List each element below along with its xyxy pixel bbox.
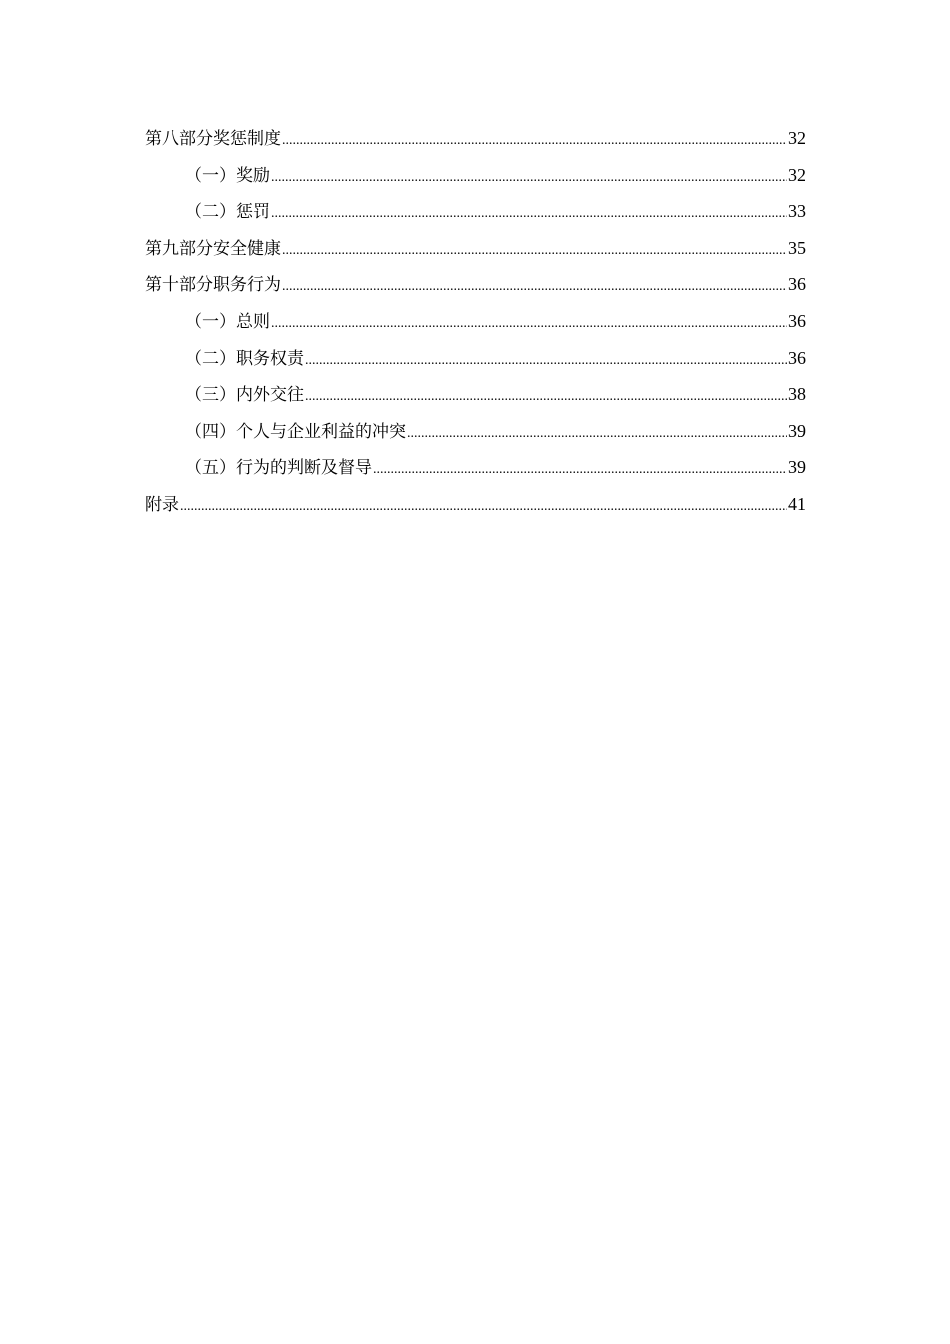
toc-entry-page: 35 — [788, 237, 806, 258]
toc-entry-page: 38 — [788, 384, 806, 405]
toc-entry-part-8[interactable] — [145, 120, 806, 157]
toc-entry-number: （二） — [185, 202, 236, 223]
toc-entry-page: 41 — [788, 493, 806, 514]
dot-leader — [305, 379, 787, 416]
dot-leader — [180, 489, 787, 526]
toc-entry-title: 个人与企业利益的冲突 — [236, 421, 406, 442]
toc-entry-title: 奖励 — [236, 165, 270, 186]
dot-leader — [407, 416, 787, 453]
dot-leader — [271, 160, 787, 197]
toc-entry-number: （一） — [185, 311, 236, 332]
toc-entry-penalties[interactable] — [145, 193, 806, 230]
toc-entry-number: 第八部分 — [145, 129, 213, 149]
toc-entry-title: 奖惩制度 — [213, 129, 281, 149]
toc-entry-page: 36 — [788, 310, 806, 331]
toc-entry-duties[interactable] — [145, 340, 806, 377]
dot-leader — [271, 306, 787, 343]
toc-entry-part-10[interactable] — [145, 266, 806, 303]
toc-entry-number: （四） — [185, 421, 236, 442]
toc-entry-appendix[interactable] — [145, 486, 806, 523]
toc-entry-title: 职务行为 — [213, 275, 281, 296]
dot-leader — [373, 452, 787, 489]
toc-entry-title: 总则 — [236, 311, 270, 332]
dot-leader — [282, 233, 787, 270]
toc-entry-number: （三） — [185, 385, 236, 406]
toc-entry-page: 32 — [788, 164, 806, 185]
toc-entry-page: 39 — [788, 457, 806, 478]
toc-entry-title: 职务权责 — [236, 348, 304, 369]
dot-leader — [282, 269, 787, 306]
toc-entry-page: 36 — [788, 347, 806, 368]
toc-entry-title: 附录 — [145, 494, 179, 515]
toc-entry-page: 32 — [788, 128, 806, 148]
toc-entry-rewards[interactable] — [145, 157, 806, 194]
toc-entry-number: 第九部分 — [145, 238, 213, 259]
toc-entry-part-9[interactable] — [145, 230, 806, 267]
toc-entry-conduct-supervision[interactable] — [145, 449, 806, 486]
dot-leader — [271, 196, 787, 233]
toc-entry-title: 行为的判断及督导 — [236, 458, 372, 479]
toc-entry-relations[interactable] — [145, 376, 806, 413]
dot-leader — [305, 343, 787, 380]
toc-entry-number: （五） — [185, 458, 236, 479]
toc-entry-title: 安全健康 — [213, 238, 281, 259]
toc-entry-general[interactable] — [145, 303, 806, 340]
toc-entry-number: 第十部分 — [145, 275, 213, 296]
toc-entry-conflict-of-interest[interactable] — [145, 413, 806, 450]
toc-entry-title: 惩罚 — [236, 202, 270, 223]
toc-entry-page: 39 — [788, 420, 806, 441]
toc-entry-title: 内外交往 — [236, 385, 304, 406]
toc-entry-page: 36 — [788, 274, 806, 295]
toc-entry-page: 33 — [788, 201, 806, 222]
table-of-contents — [145, 120, 806, 523]
toc-entry-number: （二） — [185, 348, 236, 369]
toc-entry-number: （一） — [185, 165, 236, 186]
dot-leader — [282, 123, 787, 160]
